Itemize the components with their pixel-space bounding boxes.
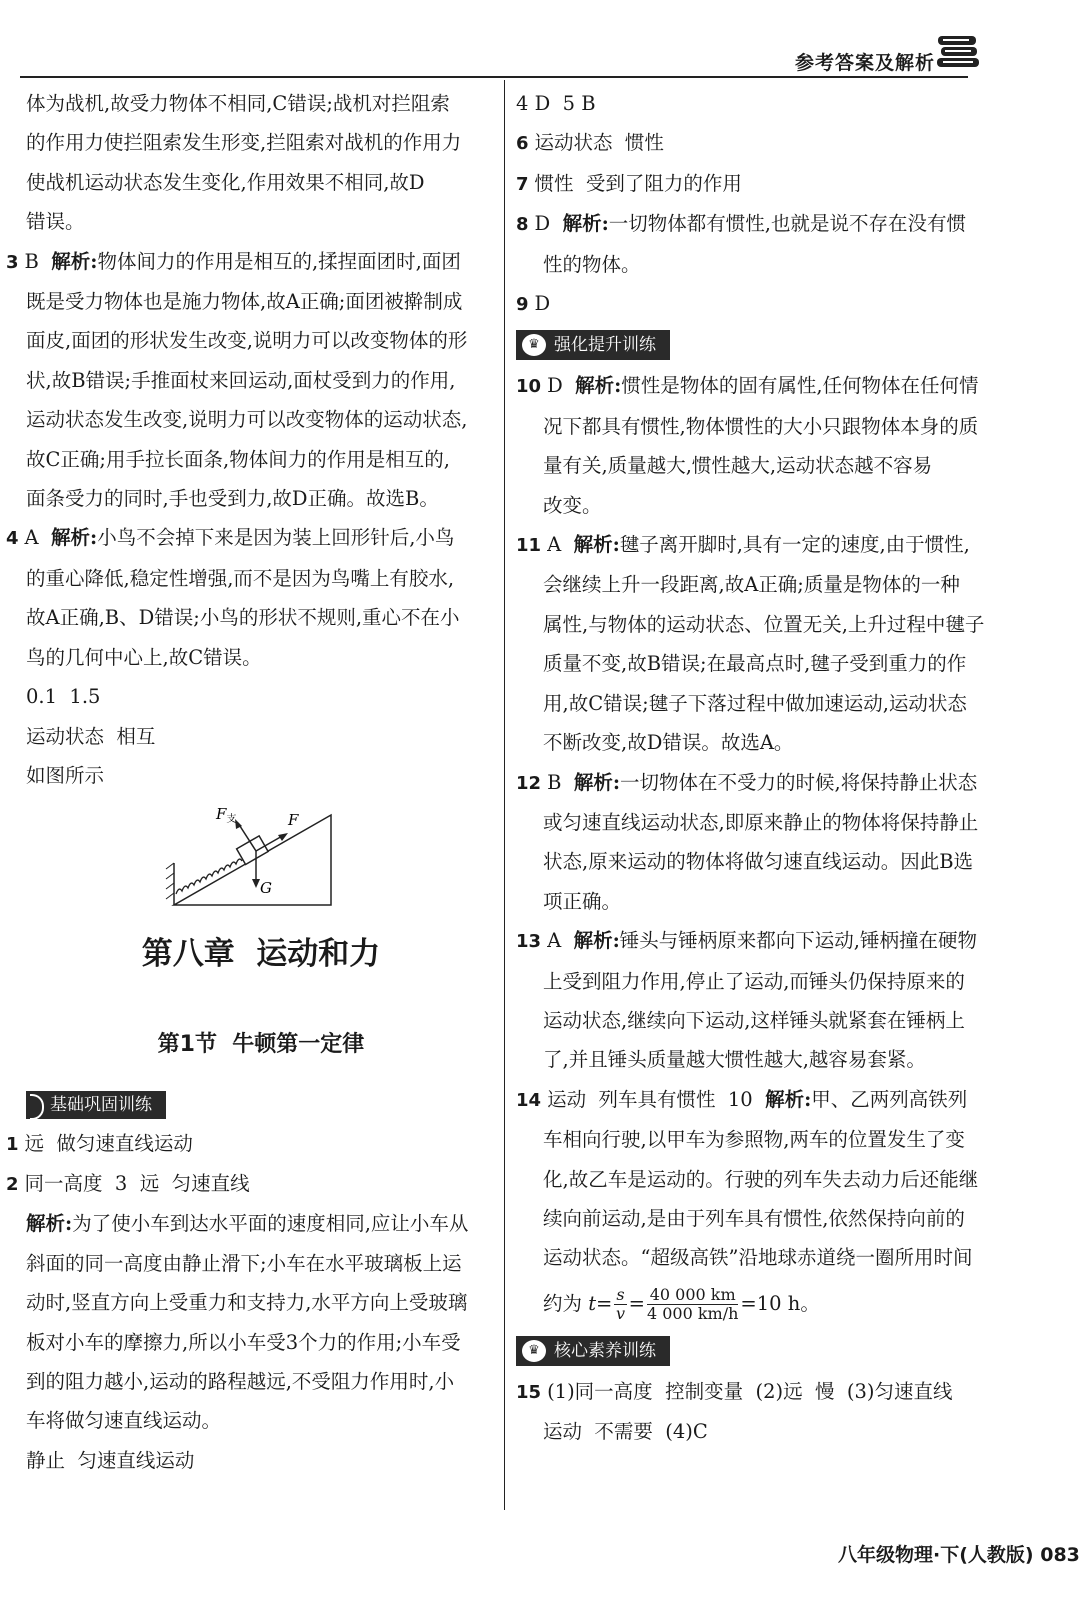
text-line: 性的物体。 [543,252,641,276]
crown-icon: ♛ [522,334,546,356]
text-line: 使战机运动状态发生变化,作用效果不相同,故D [26,170,425,194]
column-divider [504,80,505,1510]
question-3 [6,242,496,282]
question-number: 3 [6,251,19,273]
badge-basic-training: 基础巩固训练 [26,1091,166,1119]
text-line: 状态,原来运动的物体将做匀速直线运动。因此B选 [543,850,974,874]
question-8: 8 D 解析:一切物体都有惯性,也就是说不存在没有惯 [516,212,966,236]
question-4 [6,518,496,558]
answers-4-5: 4 D 5 B [516,92,596,115]
basic-2-analysis: 解析:为了使小车到达水平面的速度相同,应让小车从 [26,1212,469,1236]
left-column [6,84,496,1480]
answer-9: 9 D [516,292,551,316]
answer-5: 0.1 1.5 [26,685,101,709]
text-line: 运动状态,继续向下运动,这样锤头就紧套在锤柄上 [543,1008,965,1032]
text-line: 车将做匀速直线运动。 [26,1409,222,1433]
text-line: 续向前运动,是由于列车具有惯性,依然保持向前的 [543,1206,965,1230]
question-15: 15 (1)同一高度 控制变量 (2)远 慢 (3)匀速直线 [516,1379,953,1403]
text-line: 状,故B错误;手推面杖来回运动,面杖受到力的作用, [26,368,456,392]
text-line: 运动状态。“超级高铁”沿地球赤道绕一圈所用时间 [543,1246,973,1270]
label-f-support: $F_支$ [216,805,237,826]
right-column [516,84,996,1452]
text-line: 运动 不需要 (4)C [543,1420,708,1444]
text-line: 况下都具有惯性,物体惯性的大小只跟物体本身的质 [543,414,979,438]
question-12: 12 B 解析:一切物体在不受力的时候,将保持静止状态 [516,770,978,794]
text-line: 或匀速直线运动状态,即原来静止的物体将保持静止 [543,810,979,834]
page-footer [838,1540,1080,1567]
books-icon [935,32,983,78]
text-line: 车相向行驶,以甲车为参照物,两车的位置发生了变 [543,1128,965,1152]
header-rule [20,76,968,78]
text-line: 故C正确;用手拉长面条,物体间力的作用是相互的, [26,447,450,471]
text-line: 物体间力的作用是相互的,揉捏面团时,面团 [97,249,461,273]
badge-strengthen-training: ♛ 强化提升训练 [516,330,670,360]
crown-icon: ♛ [522,1340,546,1362]
text-line: 属性,与物体的运动状态、位置无关,上升过程中毽子 [543,612,985,636]
text-line: 到的阻力越小,运动的路程越远,不受阻力作用时,小 [26,1369,455,1393]
answer: B [24,249,39,273]
text-line: 运动状态发生改变,说明力可以改变物体的运动状态, [26,408,468,432]
question-14: 14 运动 列车具有惯性 10 解析:甲、乙两列高铁列 [516,1087,968,1111]
answer-7: 7 惯性 受到了阻力的作用 [516,171,742,195]
text-line: 鸟的几何中心上,故C错误。 [26,645,262,669]
text-line: 体为战机,故受力物体不相同,C错误;战机对拦阻索 [26,92,450,115]
answer-7: 如图所示 [26,763,105,787]
answer-6: 6 运动状态 惯性 [516,131,664,155]
basic-2: 2 同一高度 3 远 匀速直线 [6,1171,250,1195]
fraction-s-over-v: $\frac{s}{v}$ [615,1284,626,1323]
question-11: 11 A 解析:毽子离开脚时,具有一定的速度,由于惯性, [516,533,970,557]
answer: A [24,526,39,550]
text-line: 动时,竖直方向上受重力和支持力,水平方向上受玻璃 [26,1291,468,1315]
text-line: 不断改变,故D错误。故选A。 [543,731,794,755]
text-line: 的作用力使拦阻索发生形变,拦阻索对战机的作用力 [26,131,462,155]
text-line: 改变。 [543,493,602,517]
analysis-label: 解析: [51,249,98,273]
text-line: 了,并且锤头质量越大惯性越大,越容易套紧。 [543,1048,926,1072]
text-line: 量有关,质量越大,惯性越大,运动状态越不容易 [543,454,933,478]
text-line: 斜面的同一高度由静止滑下;小车在水平玻璃板上运 [26,1251,462,1275]
text-line: 错误。 [26,210,85,234]
basic-3: 静止 匀速直线运动 [26,1448,195,1472]
label-f: F [288,811,299,830]
formula-line: 约为 t= $\frac{s}{v}$ = $\frac{40 000 km}{4 000 km/h}$ =10 h。 [543,1284,820,1323]
text-line: 面条受力的同时,手也受到力,故D正确。故选B。 [26,487,439,511]
text-line: 项正确。 [543,889,622,913]
incline-force-diagram [26,795,496,915]
page-header [0,0,1083,80]
page-number: 083 [1040,1544,1080,1566]
text-line: 上受到阻力作用,停止了运动,而锤头仍保持原来的 [543,969,965,993]
text-line: 的重心降低,稳定性增强,而不是因为鸟嘴上有胶水, [26,566,455,590]
text-line: 会继续上升一段距离,故A正确;质量是物体的一种 [543,573,960,597]
question-10: 10 D 解析:惯性是物体的固有属性,任何物体在任何情 [516,374,979,398]
text-line: 用,故C错误;毽子下落过程中做加速运动,运动状态 [543,691,967,715]
chapter-title: 第八章 运动和力 [141,936,381,973]
text-line: 化,故乙车是运动的。行驶的列车失去动力后还能继 [543,1167,979,1191]
basic-1: 1 远 做匀速直线运动 [6,1131,193,1155]
badge-core-training: ♛ 核心素养训练 [516,1336,670,1366]
question-13: 13 A 解析:锤头与锤柄原来都向下运动,锤柄撞在硬物 [516,929,977,953]
section-title: 第1节 牛顿第一定律 [157,1031,365,1057]
fraction-distance-over-speed: $\frac{40 000 km}{4 000 km/h}$ [646,1284,739,1323]
question-number: 4 [6,528,19,550]
analysis-label: 解析: [51,526,98,550]
footer-text: 八年级物理·下(人教版) [838,1544,1034,1566]
text-line: 故A正确,B、D错误;小鸟的形状不规则,重心不在小 [26,606,460,630]
header-title: 参考答案及解析 [795,52,936,74]
text-line: 既是受力物体也是施力物体,故A正确;面团被擀制成 [26,290,463,314]
label-g: G [260,879,272,898]
answer-6: 运动状态 相互 [26,724,156,748]
text-line: 面皮,面团的形状发生改变,说明力可以改变物体的形 [26,329,468,353]
text-line: 板对小车的摩擦力,所以小车受3个力的作用;小车受 [26,1330,461,1354]
text-line: 小鸟不会掉下来是因为装上回形针后,小鸟 [97,526,455,550]
text-line: 质量不变,故B错误;在最高点时,毽子受到重力的作 [543,652,967,676]
